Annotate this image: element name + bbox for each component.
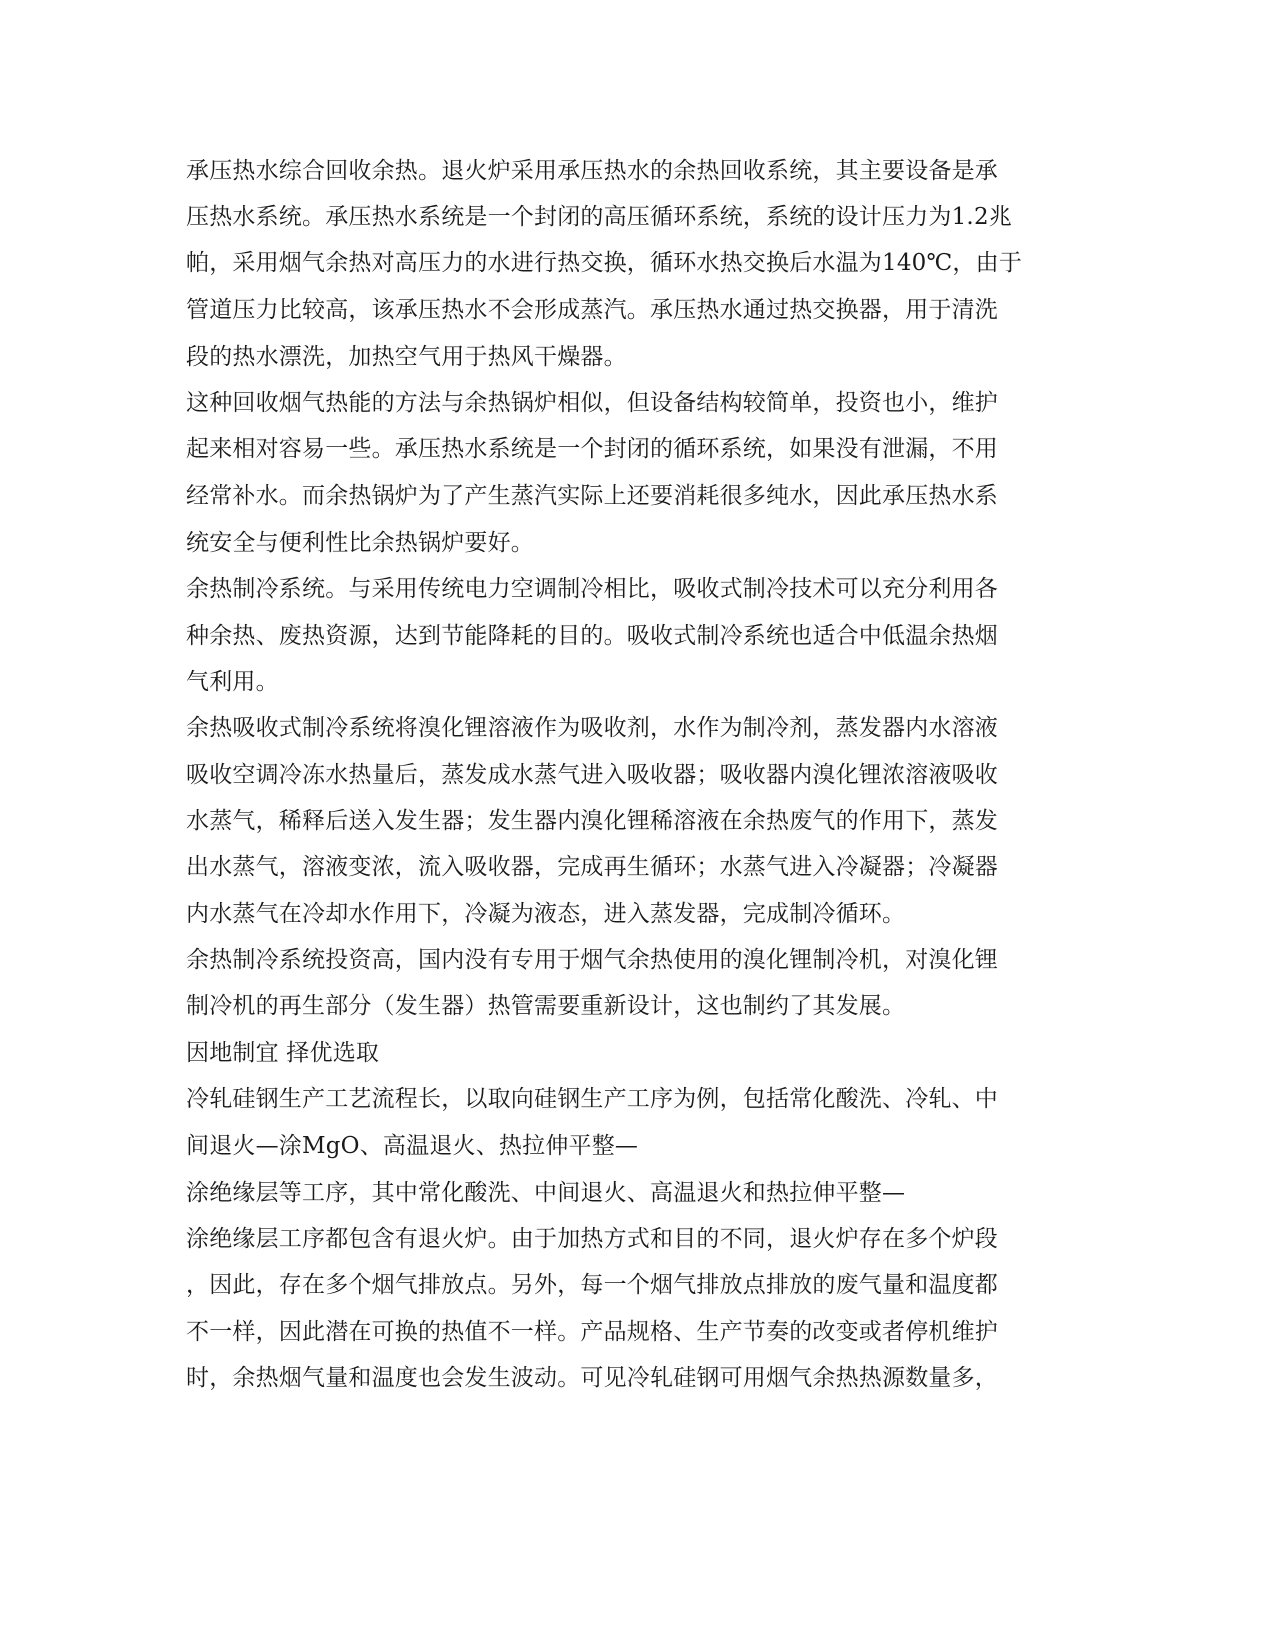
text-line: 间退火—涂MgO、高温退火、热拉伸平整— [186,1133,639,1159]
text-line: 涂绝缘层等工序，其中常化酸洗、中间退火、高温退火和热拉伸平整— [186,1180,906,1206]
text-line: 涂绝缘层工序都包含有退火炉。由于加热方式和目的不同，退火炉存在多个炉段 [186,1226,998,1252]
text-line: 水蒸气，稀释后送入发生器；发生器内溴化锂稀溶液在余热废气的作用下，蒸发 [186,808,998,834]
text-line: 这种回收烟气热能的方法与余热锅炉相似，但设备结构较简单，投资也小，维护 [186,390,998,416]
text-line: 起来相对容易一些。承压热水系统是一个封闭的循环系统，如果没有泄漏，不用 [186,436,998,462]
text-line: 压热水系统。承压热水系统是一个封闭的高压循环系统，系统的设计压力为1.2兆 [186,204,1012,230]
text-line: 管道压力比较高，该承压热水不会形成蒸汽。承压热水通过热交换器，用于清洗 [186,297,998,323]
text-line: ，因此，存在多个烟气排放点。另外，每一个烟气排放点排放的废气量和温度都 [186,1272,998,1298]
text-line: 余热制冷系统投资高，国内没有专用于烟气余热使用的溴化锂制冷机，对溴化锂 [186,947,998,973]
text-line: 制冷机的再生部分（发生器）热管需要重新设计，这也制约了其发展。 [186,993,906,1019]
text-line: 时，余热烟气量和温度也会发生波动。可见冷轧硅钢可用烟气余热热源数量多， [186,1365,998,1391]
text-line: 因地制宜 择优选取 [186,1040,380,1066]
text-line: 承压热水综合回收余热。退火炉采用承压热水的余热回收系统，其主要设备是承 [186,158,998,184]
text-line: 种余热、废热资源，达到节能降耗的目的。吸收式制冷系统也适合中低温余热烟 [186,623,998,649]
text-line: 段的热水漂洗，加热空气用于热风干燥器。 [186,344,627,370]
text-line: 余热制冷系统。与采用传统电力空调制冷相比，吸收式制冷技术可以充分利用各 [186,576,998,602]
text-line: 吸收空调冷冻水热量后，蒸发成水蒸气进入吸收器；吸收器内溴化锂浓溶液吸收 [186,762,998,788]
text-line: 帕，采用烟气余热对高压力的水进行热交换，循环水热交换后水温为140℃，由于 [186,250,1023,276]
text-line: 不一样，因此潜在可换的热值不一样。产品规格、生产节奏的改变或者停机维护 [186,1319,998,1345]
text-line: 出水蒸气，溶液变浓，流入吸收器，完成再生循环；水蒸气进入冷凝器；冷凝器 [186,854,998,880]
text-line: 内水蒸气在冷却水作用下，冷凝为液态，进入蒸发器，完成制冷循环。 [186,901,906,927]
text-line: 统安全与便利性比余热锅炉要好。 [186,530,534,556]
text-line: 经常补水。而余热锅炉为了产生蒸汽实际上还要消耗很多纯水，因此承压热水系 [186,483,998,509]
text-line: 余热吸收式制冷系统将溴化锂溶液作为吸收剂，水作为制冷剂，蒸发器内水溶液 [186,715,998,741]
text-line: 冷轧硅钢生产工艺流程长，以取向硅钢生产工序为例，包括常化酸洗、冷轧、中 [186,1086,998,1112]
text-line: 气利用。 [186,669,279,695]
